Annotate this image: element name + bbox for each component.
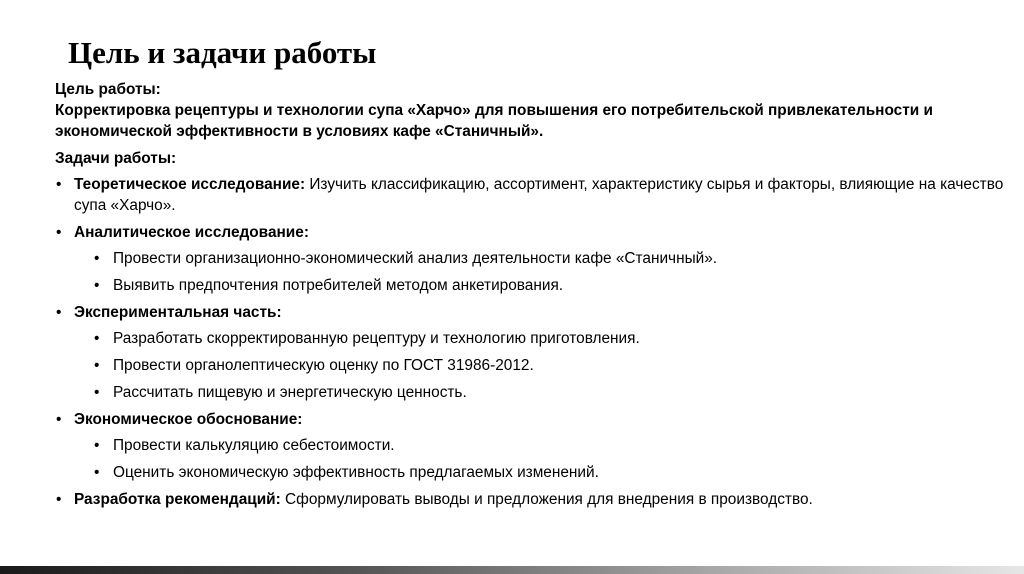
task-item xyxy=(55,489,1010,510)
bullet-icon: • xyxy=(94,330,100,347)
bullet-icon: • xyxy=(56,491,62,508)
bullet-icon: • xyxy=(56,224,62,241)
task-item xyxy=(55,174,1010,216)
subtask-list xyxy=(74,328,1010,403)
subtask-item xyxy=(74,382,1010,403)
task-item xyxy=(55,302,1010,403)
subtask-text: Оценить экономическую эффективность предлагаемых изменений. xyxy=(113,464,599,481)
bullet-icon: • xyxy=(94,357,100,374)
task-title: Экспериментальная часть xyxy=(74,304,277,321)
task-list xyxy=(55,174,1010,510)
bullet-icon: • xyxy=(94,464,100,481)
tasks-heading: Задачи работы: xyxy=(55,150,177,167)
goal-text: Корректировка рецептуры и технологии супа «Харчо» для повышения его потребительской привлекательности и экономической эффективности в условиях кафе «Станичный». xyxy=(55,102,933,140)
subtask-item xyxy=(74,248,1010,269)
task-separator: : xyxy=(303,224,309,241)
bullet-icon: • xyxy=(94,437,100,454)
task-title: Теоретическое исследование xyxy=(74,176,300,193)
task-item xyxy=(55,409,1010,483)
bullet-icon: • xyxy=(94,250,100,267)
task-title: Аналитическое исследование xyxy=(74,224,304,241)
bullet-icon: • xyxy=(56,176,62,193)
subtask-list xyxy=(74,435,1010,483)
slide-content xyxy=(55,79,1010,510)
subtask-item xyxy=(74,435,1010,456)
task-title: Разработка рекомендаций xyxy=(74,491,276,508)
subtask-item xyxy=(74,275,1010,296)
slide-title: Цель и задачи работы xyxy=(68,35,377,70)
task-separator: : xyxy=(299,176,310,193)
bullet-icon: • xyxy=(56,304,62,321)
subtask-item xyxy=(74,328,1010,349)
task-text: Изучить классификацию, ассортимент, характеристику сырья и факторы, влияющие на качество супа «Харчо». xyxy=(74,176,1004,214)
subtask-item xyxy=(74,355,1010,376)
bullet-icon: • xyxy=(56,411,62,428)
task-text: Сформулировать выводы и предложения для внедрения в производство. xyxy=(285,491,813,508)
subtask-text: Рассчитать пищевую и энергетическую ценность. xyxy=(113,384,467,401)
task-title: Экономическое обоснование xyxy=(74,411,298,428)
subtask-text: Провести органолептическую оценку по ГОСТ 31986-2012. xyxy=(113,357,534,374)
task-item xyxy=(55,222,1010,296)
task-separator: : xyxy=(297,411,303,428)
task-separator: : xyxy=(276,304,282,321)
subtask-item xyxy=(74,462,1010,483)
subtask-list xyxy=(74,248,1010,296)
bullet-icon: • xyxy=(94,384,100,401)
subtask-text: Провести организационно-экономический анализ деятельности кафе «Станичный». xyxy=(113,250,718,267)
footer-bar xyxy=(0,566,1024,574)
task-separator: : xyxy=(275,491,286,508)
goal-heading: Цель работы: xyxy=(55,81,161,98)
subtask-text: Провести калькуляцию себестоимости. xyxy=(113,437,395,454)
subtask-text: Выявить предпочтения потребителей методом анкетирования. xyxy=(113,277,564,294)
subtask-text: Разработать скорректированную рецептуру и технологию приготовления. xyxy=(113,330,640,347)
bullet-icon: • xyxy=(94,277,100,294)
